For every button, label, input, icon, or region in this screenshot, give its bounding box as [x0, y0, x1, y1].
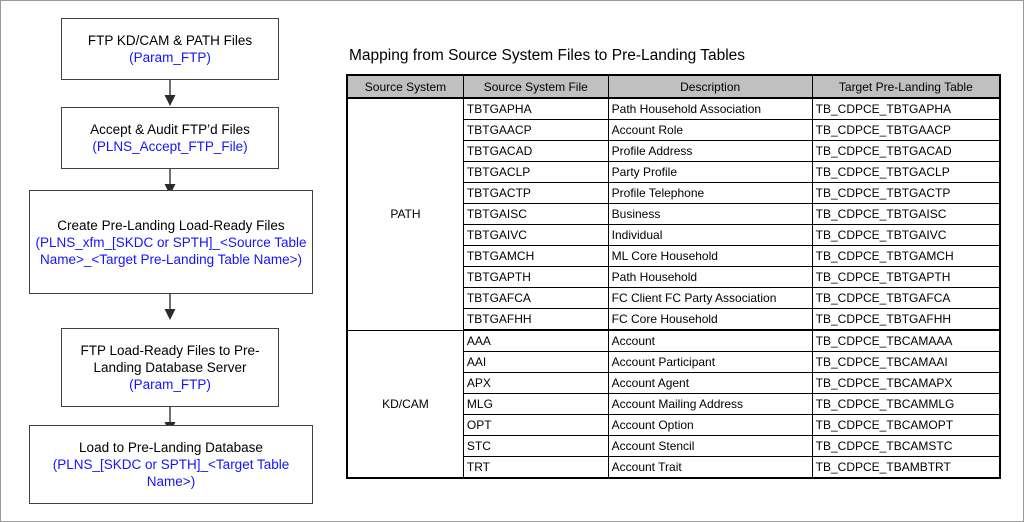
flow-box-subtitle: (PLNS_[SKDC or SPTH]_<Target Table Name>) [52, 457, 290, 489]
cell-source-system-file: TBTGACLP [463, 162, 608, 183]
cell-source-system-file: TBTGACAD [463, 141, 608, 162]
flow-box-load-to-prelanding[interactable] [29, 425, 313, 504]
flow-box-title: Accept & Audit FTP’d Files [90, 122, 250, 137]
cell-target-table: TB_CDPCE_TBAMBTRT [812, 457, 1000, 479]
cell-target-table: TB_CDPCE_TBCAMSTC [812, 436, 1000, 457]
cell-source-system-file: TBTGAFHH [463, 309, 608, 331]
flow-box-accept-audit[interactable] [61, 107, 279, 169]
flow-box-title: FTP Load-Ready Files to Pre-Landing Database Server [80, 343, 260, 375]
flow-box-subtitle: (PLNS_Accept_FTP_File) [92, 139, 248, 154]
cell-source-system-file: OPT [463, 415, 608, 436]
cell-target-table: TB_CDPCE_TBTGAACP [812, 120, 1000, 141]
cell-description: Account Agent [608, 373, 812, 394]
flow-box-ftp-to-prelanding[interactable] [61, 328, 279, 407]
cell-description: Individual [608, 225, 812, 246]
cell-source-system-file: TBTGAIVC [463, 225, 608, 246]
cell-description: Account Role [608, 120, 812, 141]
table-row [347, 330, 1000, 352]
cell-description: Path Household Association [608, 98, 812, 120]
cell-source-system: PATH [347, 98, 463, 330]
cell-target-table: TB_CDPCE_TBCAMAAA [812, 330, 1000, 352]
cell-target-table: TB_CDPCE_TBCAMAPX [812, 373, 1000, 394]
mapping-table-panel [346, 47, 1001, 479]
cell-source-system-file: TRT [463, 457, 608, 479]
cell-target-table: TB_CDPCE_TBTGACAD [812, 141, 1000, 162]
flow-box-subtitle: (Param_FTP) [129, 377, 211, 392]
cell-description: ML Core Household [608, 246, 812, 267]
cell-source-system-file: STC [463, 436, 608, 457]
cell-description: Account Option [608, 415, 812, 436]
cell-description: Account Participant [608, 352, 812, 373]
cell-description: FC Core Household [608, 309, 812, 331]
cell-description: Account Trait [608, 457, 812, 479]
flow-box-subtitle: (Param_FTP) [129, 50, 211, 65]
cell-target-table: TB_CDPCE_TBTGAIVC [812, 225, 1000, 246]
mapping-table [346, 74, 1001, 479]
cell-target-table: TB_CDPCE_TBCAMMLG [812, 394, 1000, 415]
table-header-row [347, 75, 1000, 98]
column-header-description: Description [608, 75, 812, 98]
cell-target-table: TB_CDPCE_TBCAMOPT [812, 415, 1000, 436]
cell-target-table: TB_CDPCE_TBTGACLP [812, 162, 1000, 183]
cell-source-system-file: TBTGAACP [463, 120, 608, 141]
column-header-source-system-file: Source System File [463, 75, 608, 98]
cell-target-table: TB_CDPCE_TBTGAPTH [812, 267, 1000, 288]
cell-description: Path Household [608, 267, 812, 288]
cell-description: Party Profile [608, 162, 812, 183]
cell-description: Account [608, 330, 812, 352]
cell-description: FC Client FC Party Association [608, 288, 812, 309]
flow-box-subtitle: (PLNS_xfm_[SKDC or SPTH]_<Source Table Name>_<Target Pre-Landing Table Name>) [35, 234, 307, 267]
cell-source-system-file: TBTGACTP [463, 183, 608, 204]
cell-source-system-file: TBTGAISC [463, 204, 608, 225]
cell-target-table: TB_CDPCE_TBTGAFCA [812, 288, 1000, 309]
cell-description: Profile Address [608, 141, 812, 162]
cell-description: Account Mailing Address [608, 394, 812, 415]
flow-box-title: Load to Pre-Landing Database [79, 440, 263, 455]
cell-source-system-file: TBTGAMCH [463, 246, 608, 267]
flow-box-title: FTP KD/CAM & PATH Files [87, 33, 253, 48]
cell-description: Business [608, 204, 812, 225]
cell-source-system-file: AAI [463, 352, 608, 373]
cell-target-table: TB_CDPCE_TBTGAISC [812, 204, 1000, 225]
flow-box-ftp-source-files[interactable] [61, 18, 279, 80]
cell-source-system-file: TBTGAPTH [463, 267, 608, 288]
cell-target-table: TB_CDPCE_TBTGACTP [812, 183, 1000, 204]
cell-source-system-file: TBTGAFCA [463, 288, 608, 309]
column-header-target-table: Target Pre-Landing Table [812, 75, 1000, 98]
process-flowchart [1, 1, 331, 522]
cell-source-system-file: AAA [463, 330, 608, 352]
cell-source-system: KD/CAM [347, 330, 463, 478]
cell-source-system-file: TBTGAPHA [463, 98, 608, 120]
cell-target-table: TB_CDPCE_TBTGAMCH [812, 246, 1000, 267]
cell-target-table: TB_CDPCE_TBCAMAAI [812, 352, 1000, 373]
cell-target-table: TB_CDPCE_TBTGAPHA [812, 98, 1000, 120]
arrow-connector-3 [163, 294, 177, 321]
cell-source-system-file: APX [463, 373, 608, 394]
cell-target-table: TB_CDPCE_TBTGAFHH [812, 309, 1000, 331]
mapping-table-title: Mapping from Source System Files to Pre-Landing Tables [349, 47, 746, 64]
column-header-source-system: Source System [347, 75, 463, 98]
cell-description: Account Stencil [608, 436, 812, 457]
table-row [347, 98, 1000, 120]
cell-source-system-file: MLG [463, 394, 608, 415]
mapping-table-body [347, 98, 1000, 478]
flow-box-title: Create Pre-Landing Load-Ready Files [57, 217, 285, 233]
flow-box-create-load-ready[interactable] [29, 190, 313, 294]
arrow-connector-1 [163, 80, 177, 107]
cell-description: Profile Telephone [608, 183, 812, 204]
